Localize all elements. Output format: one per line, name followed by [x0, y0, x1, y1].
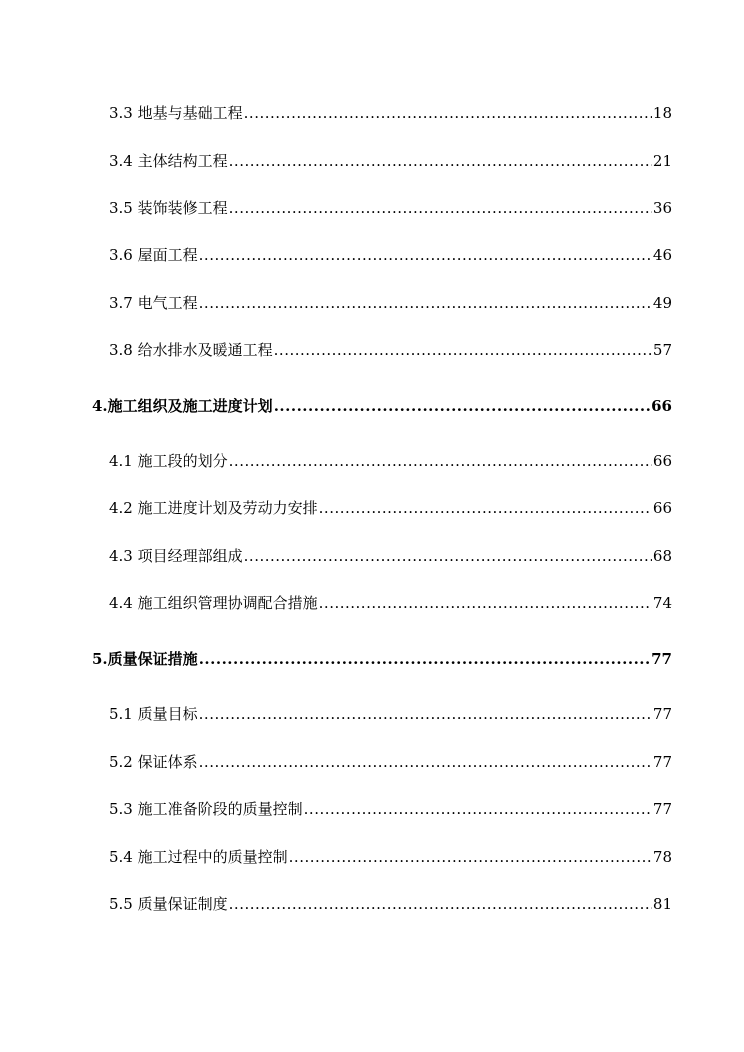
toc-entry-label	[109, 243, 198, 267]
dot-leader	[229, 149, 652, 173]
dot-leader	[274, 338, 652, 362]
toc-entry-number: 3.6	[109, 246, 133, 264]
toc-entry-label	[92, 647, 198, 671]
dot-leader	[199, 750, 652, 774]
dot-leader	[199, 702, 652, 726]
toc-entry-title: 项目经理部组成	[137, 547, 243, 565]
toc-entry-title: 主体结构工程	[137, 152, 228, 170]
toc-entry-title: 质量目标	[137, 705, 198, 723]
toc-entry[interactable]	[109, 196, 672, 220]
toc-entry[interactable]	[109, 449, 672, 473]
toc-entry-page: 66	[652, 499, 672, 517]
toc-entry-number: 3.3	[109, 104, 133, 122]
dot-leader	[274, 394, 650, 418]
toc-entry-title: 质量保证制度	[137, 895, 228, 913]
toc-entry-title: 电气工程	[137, 294, 198, 312]
toc-entry-label	[109, 797, 303, 821]
toc-entry[interactable]	[109, 797, 672, 821]
toc-entry-label	[109, 196, 228, 220]
toc-entry-page: 21	[652, 152, 672, 170]
dot-leader	[229, 449, 652, 473]
toc-entry-page: 81	[652, 895, 672, 913]
toc-entry-title: 地基与基础工程	[137, 104, 243, 122]
toc-entry-label	[109, 750, 198, 774]
toc-entry-title: 施工组织管理协调配合措施	[137, 594, 318, 612]
toc-entry[interactable]	[109, 892, 672, 916]
toc-entry-page: 36	[652, 199, 672, 217]
dot-leader	[244, 544, 652, 568]
toc-entry-page: 66	[652, 452, 672, 470]
toc-entry-page: 18	[652, 104, 672, 122]
toc-entry-page: 57	[652, 341, 672, 359]
toc-entry[interactable]	[109, 702, 672, 726]
toc-entry-number: 3.8	[109, 341, 133, 359]
toc-entry-number: 5.1	[109, 705, 133, 723]
toc-entry-label	[109, 449, 228, 473]
toc-entry-page: 49	[652, 294, 672, 312]
toc-entry-number: 5.2	[109, 753, 133, 771]
toc-entry-number: 4.	[92, 397, 108, 415]
toc-entry-page: 77	[651, 650, 672, 668]
toc-entry-number: 3.5	[109, 199, 133, 217]
toc-entry-page: 66	[651, 397, 672, 415]
toc-entry-label	[109, 291, 198, 315]
toc-entry-title: 质量保证措施	[107, 650, 198, 668]
toc-entry-number: 3.7	[109, 294, 133, 312]
toc-entry[interactable]	[109, 591, 672, 615]
toc-entry-page: 77	[652, 705, 672, 723]
toc-entry-label	[109, 338, 273, 362]
dot-leader	[319, 496, 652, 520]
toc-entry-number: 5.3	[109, 800, 133, 818]
dot-leader	[244, 101, 652, 125]
toc-entry-page: 77	[652, 800, 672, 818]
dot-leader	[229, 892, 652, 916]
toc-entry-label	[109, 544, 243, 568]
toc-entry-label	[109, 149, 228, 173]
dot-leader	[319, 591, 652, 615]
toc-chapter-entry[interactable]	[92, 647, 672, 671]
toc-entry[interactable]	[109, 750, 672, 774]
dot-leader	[229, 196, 652, 220]
toc-entry-page: 77	[652, 753, 672, 771]
toc-entry-label	[109, 892, 228, 916]
toc-entry[interactable]	[109, 845, 672, 869]
toc-entry[interactable]	[109, 291, 672, 315]
toc-entry-label	[109, 591, 318, 615]
toc-entry[interactable]	[109, 243, 672, 267]
toc-entry-label	[109, 101, 243, 125]
toc-entry-label	[109, 702, 198, 726]
toc-entry-title: 施工准备阶段的质量控制	[137, 800, 303, 818]
toc-entry-label	[109, 845, 288, 869]
toc-entry-number: 3.4	[109, 152, 133, 170]
toc-entry-title: 保证体系	[137, 753, 198, 771]
dot-leader	[199, 291, 652, 315]
toc-entry-title: 屋面工程	[137, 246, 198, 264]
toc-entry-title: 给水排水及暖通工程	[137, 341, 273, 359]
toc-entry-number: 4.3	[109, 547, 133, 565]
toc-entry-number: 4.2	[109, 499, 133, 517]
toc-entry-label	[109, 496, 318, 520]
toc-entry-title: 施工组织及施工进度计划	[107, 397, 273, 415]
toc-chapter-entry[interactable]	[92, 394, 672, 418]
toc-entry-page: 74	[652, 594, 672, 612]
dot-leader	[199, 647, 650, 671]
toc-entry[interactable]	[109, 149, 672, 173]
toc-entry-title: 施工进度计划及劳动力安排	[137, 499, 318, 517]
toc-entry-title: 施工段的划分	[137, 452, 228, 470]
toc-entry-number: 5.4	[109, 848, 133, 866]
toc-entry-number: 4.4	[109, 594, 133, 612]
toc-entry-number: 5.	[92, 650, 108, 668]
toc-entry[interactable]	[109, 496, 672, 520]
dot-leader	[289, 845, 652, 869]
dot-leader	[199, 243, 652, 267]
toc-entry[interactable]	[109, 101, 672, 125]
toc-entry-page: 68	[652, 547, 672, 565]
toc-entry[interactable]	[109, 544, 672, 568]
toc-entry-label	[92, 394, 273, 418]
toc-entry-page: 78	[652, 848, 672, 866]
toc-entry-title: 装饰装修工程	[137, 199, 228, 217]
toc-entry[interactable]	[109, 338, 672, 362]
toc-entry-title: 施工过程中的质量控制	[137, 848, 288, 866]
toc-entry-number: 4.1	[109, 452, 133, 470]
dot-leader	[304, 797, 652, 821]
toc-entry-number: 5.5	[109, 895, 133, 913]
toc-entry-page: 46	[652, 246, 672, 264]
